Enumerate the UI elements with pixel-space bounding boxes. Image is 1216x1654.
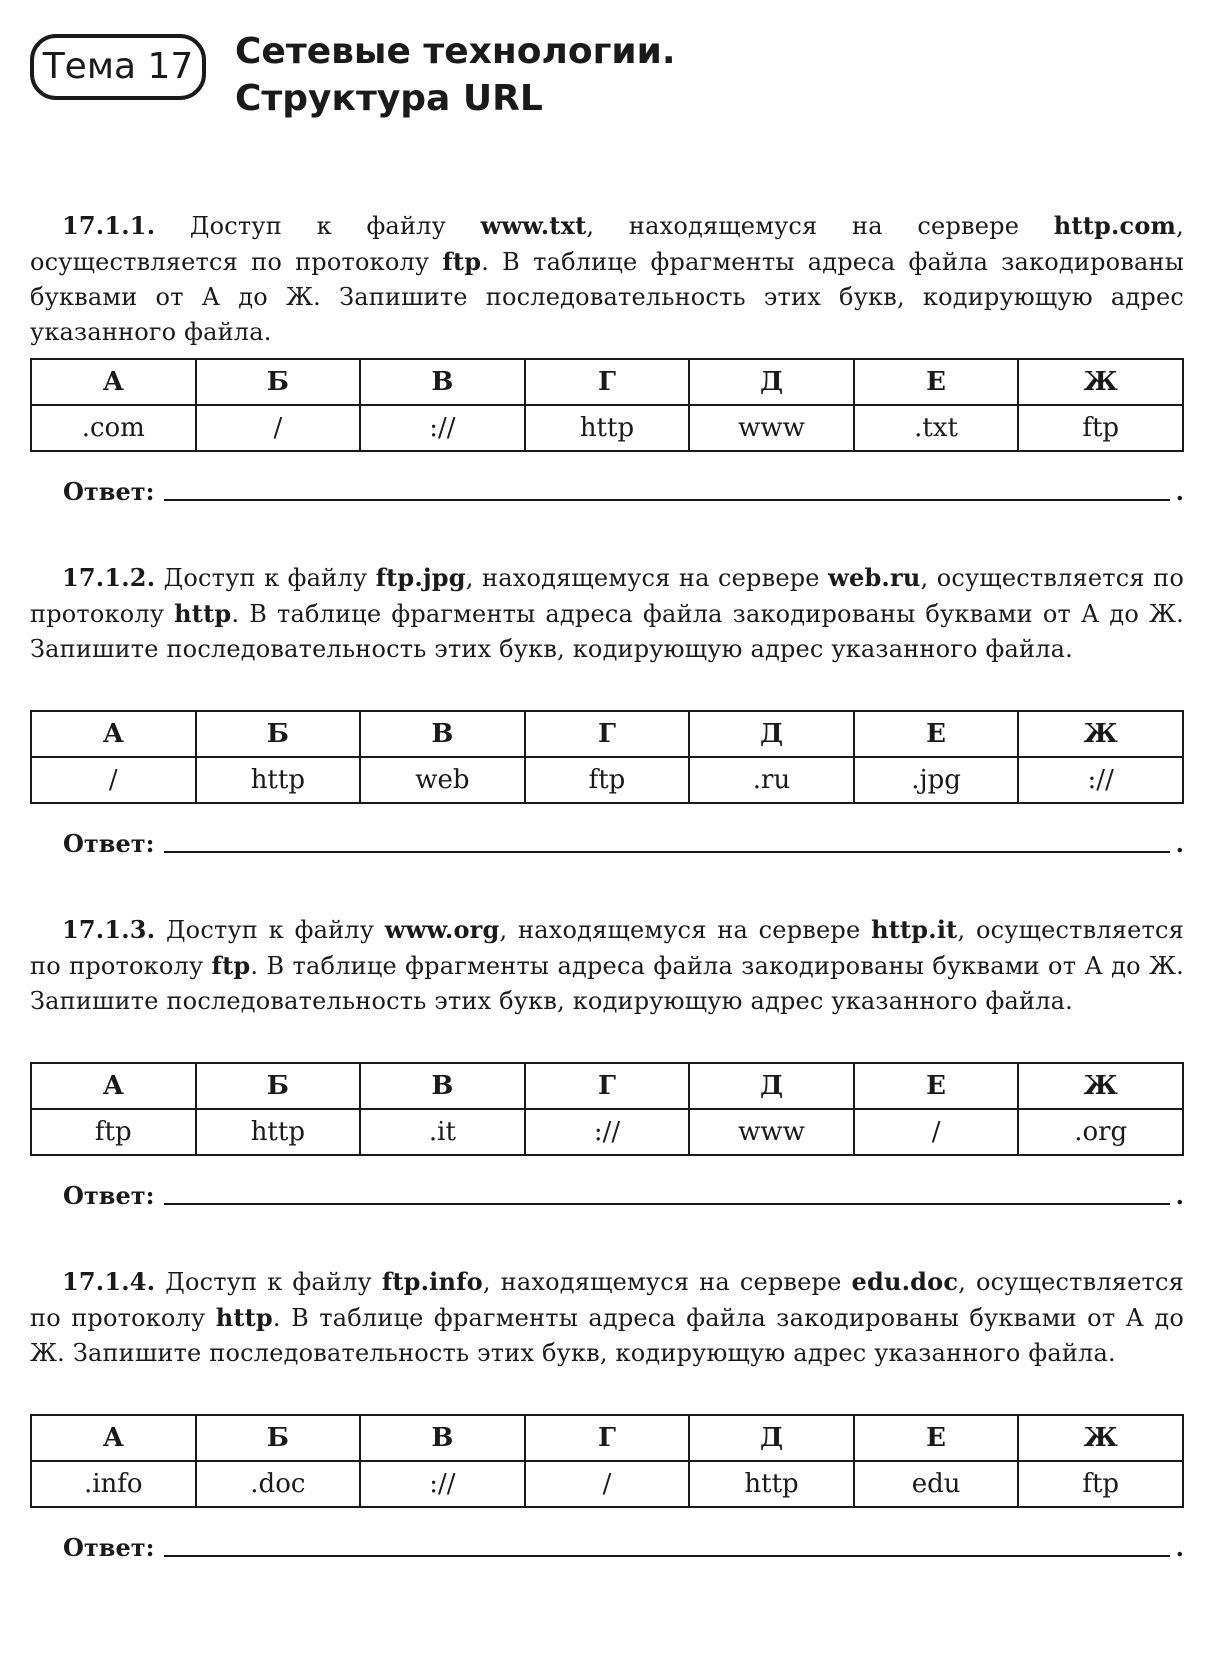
letter-cell: Г [525,1415,690,1461]
fragment-cell: www [689,1109,854,1155]
file-name: www.org [384,915,500,944]
fragment-row [31,757,1183,803]
fragment-cell: .ru [689,757,854,803]
letter-row [31,1063,1183,1109]
fragment-cell: .doc [196,1461,361,1507]
answer-row [30,1526,1184,1562]
fragment-cell: http [196,757,361,803]
answer-line[interactable] [164,1201,1169,1205]
letter-cell: Е [854,1063,1019,1109]
problem-statement [30,1264,1184,1404]
file-name: www.txt [480,211,587,240]
problem-number: 17.1.4. [62,1267,156,1296]
letter-cell: Г [525,1063,690,1109]
answer-line[interactable] [164,497,1169,501]
answer-label: Ответ: [63,1181,155,1210]
answer-row [30,822,1184,858]
server-name: http.it [871,915,958,944]
answer-end-dot: . [1175,1181,1184,1210]
protocol-name: ftp [211,951,251,980]
fragment-cell: / [196,405,361,451]
statement-text: , осуществляется по протоколу [30,916,1184,980]
problem-number: 17.1.3. [62,915,156,944]
answer-end-dot: . [1175,1533,1184,1562]
answer-label: Ответ: [63,477,155,506]
statement-text: , находящемуся на сервере [482,1268,852,1296]
fragment-cell: .com [31,405,196,451]
letter-cell: Ж [1018,1063,1183,1109]
problem-statement [30,560,1184,700]
fragment-cell: .info [31,1461,196,1507]
fragment-cell: web [360,757,525,803]
fragment-cell: / [854,1109,1019,1155]
statement-text: , находящемуся на сервере [465,564,829,592]
letter-cell: Е [854,711,1019,757]
statement-text: , осуществляется по протоколу [30,1268,1184,1332]
statement-text: Доступ к файлу [155,564,376,592]
fragment-cell: :// [1018,757,1183,803]
problem-17-1-3 [30,912,1184,1210]
statement-text: , находящемуся на сервере [586,212,1054,240]
fragment-cell: ftp [525,757,690,803]
fragment-cell: .txt [854,405,1019,451]
fragment-cell: http [525,405,690,451]
server-name: edu.doc [851,1267,959,1296]
topic-title-line-1: Сетевые технологии. [235,31,676,72]
letter-cell: Б [196,1063,361,1109]
answer-end-dot: . [1175,829,1184,858]
letter-cell: В [360,1063,525,1109]
fragment-cell: ftp [31,1109,196,1155]
statement-text: Доступ к файлу [155,916,385,944]
topic-badge: Тема 17 [30,34,206,100]
letter-cell: А [31,1063,196,1109]
fragment-cell: http [196,1109,361,1155]
topic-title-line-2: Структура URL [235,78,543,119]
fragment-cell: http [689,1461,854,1507]
protocol-name: http [215,1303,273,1332]
letter-row [31,1415,1183,1461]
letter-cell: В [360,1415,525,1461]
problem-17-1-1 [30,208,1184,506]
fragment-table [30,710,1184,804]
fragment-cell: .it [360,1109,525,1155]
protocol-name: http [174,599,232,628]
letter-cell: Б [196,1415,361,1461]
problem-statement [30,912,1184,1052]
statement-text: , осуществляется по протоколу [30,212,1184,276]
fragment-cell: :// [525,1109,690,1155]
answer-label: Ответ: [63,829,155,858]
letter-cell: А [31,359,196,405]
fragment-cell: / [31,757,196,803]
fragment-cell: :// [360,405,525,451]
fragment-row [31,405,1183,451]
letter-cell: В [360,711,525,757]
fragment-table [30,1062,1184,1156]
problem-17-1-2 [30,560,1184,858]
statement-text: Доступ к файлу [155,1268,382,1296]
letter-cell: Е [854,359,1019,405]
letter-cell: Ж [1018,711,1183,757]
letter-cell: Ж [1018,1415,1183,1461]
problem-number: 17.1.1. [62,211,156,240]
statement-text: . В таблице фрагменты адреса файла закодированы буквами от А до Ж. Запишите последовательность этих букв, кодирующую адрес указанного файла. [30,1304,1184,1367]
fragment-cell: .jpg [854,757,1019,803]
topic-title [235,28,676,122]
statement-text: . В таблице фрагменты адреса файла закодированы буквами от А до Ж. Запишите последовательность этих букв, кодирующую адрес указанного файла. [30,952,1184,1015]
letter-row [31,359,1183,405]
letter-row [31,711,1183,757]
fragment-table [30,358,1184,452]
problem-statement [30,208,1184,348]
letter-cell: Е [854,1415,1019,1461]
fragment-row [31,1461,1183,1507]
letter-cell: Д [689,1063,854,1109]
letter-cell: Б [196,711,361,757]
fragment-table [30,1414,1184,1508]
letter-cell: Д [689,711,854,757]
letter-cell: А [31,1415,196,1461]
protocol-name: ftp [442,247,482,276]
letter-cell: А [31,711,196,757]
answer-row [30,470,1184,506]
letter-cell: В [360,359,525,405]
file-name: ftp.jpg [375,563,466,592]
letter-cell: Д [689,359,854,405]
answer-label: Ответ: [63,1533,155,1562]
statement-text: , осуществляется по протоколу [30,564,1184,628]
statement-text: , находящемуся на сервере [499,916,872,944]
fragment-cell: :// [360,1461,525,1507]
fragment-row [31,1109,1183,1155]
fragment-cell: .org [1018,1109,1183,1155]
file-name: ftp.info [381,1267,483,1296]
statement-text: . В таблице фрагменты адреса файла закодированы буквами от А до Ж. Запишите последовательность этих букв, кодирующую адрес указанного файла. [30,600,1184,663]
letter-cell: Г [525,359,690,405]
letter-cell: Д [689,1415,854,1461]
server-name: http.com [1053,211,1177,240]
topic-header [30,28,1180,128]
fragment-cell: www [689,405,854,451]
problem-number: 17.1.2. [62,563,156,592]
statement-text: Доступ к файлу [155,212,481,240]
fragment-cell: / [525,1461,690,1507]
answer-end-dot: . [1175,477,1184,506]
answer-line[interactable] [164,1553,1169,1557]
fragment-cell: ftp [1018,405,1183,451]
fragment-cell: ftp [1018,1461,1183,1507]
answer-row [30,1174,1184,1210]
fragment-cell: edu [854,1461,1019,1507]
letter-cell: Б [196,359,361,405]
letter-cell: Г [525,711,690,757]
statement-text: . В таблице фрагменты адреса файла закодированы буквами от А до Ж. Запишите последовательность этих букв, кодирующую адрес указанного файла. [30,248,1184,346]
answer-line[interactable] [164,849,1169,853]
problem-17-1-4 [30,1264,1184,1562]
server-name: web.ru [828,563,921,592]
letter-cell: Ж [1018,359,1183,405]
